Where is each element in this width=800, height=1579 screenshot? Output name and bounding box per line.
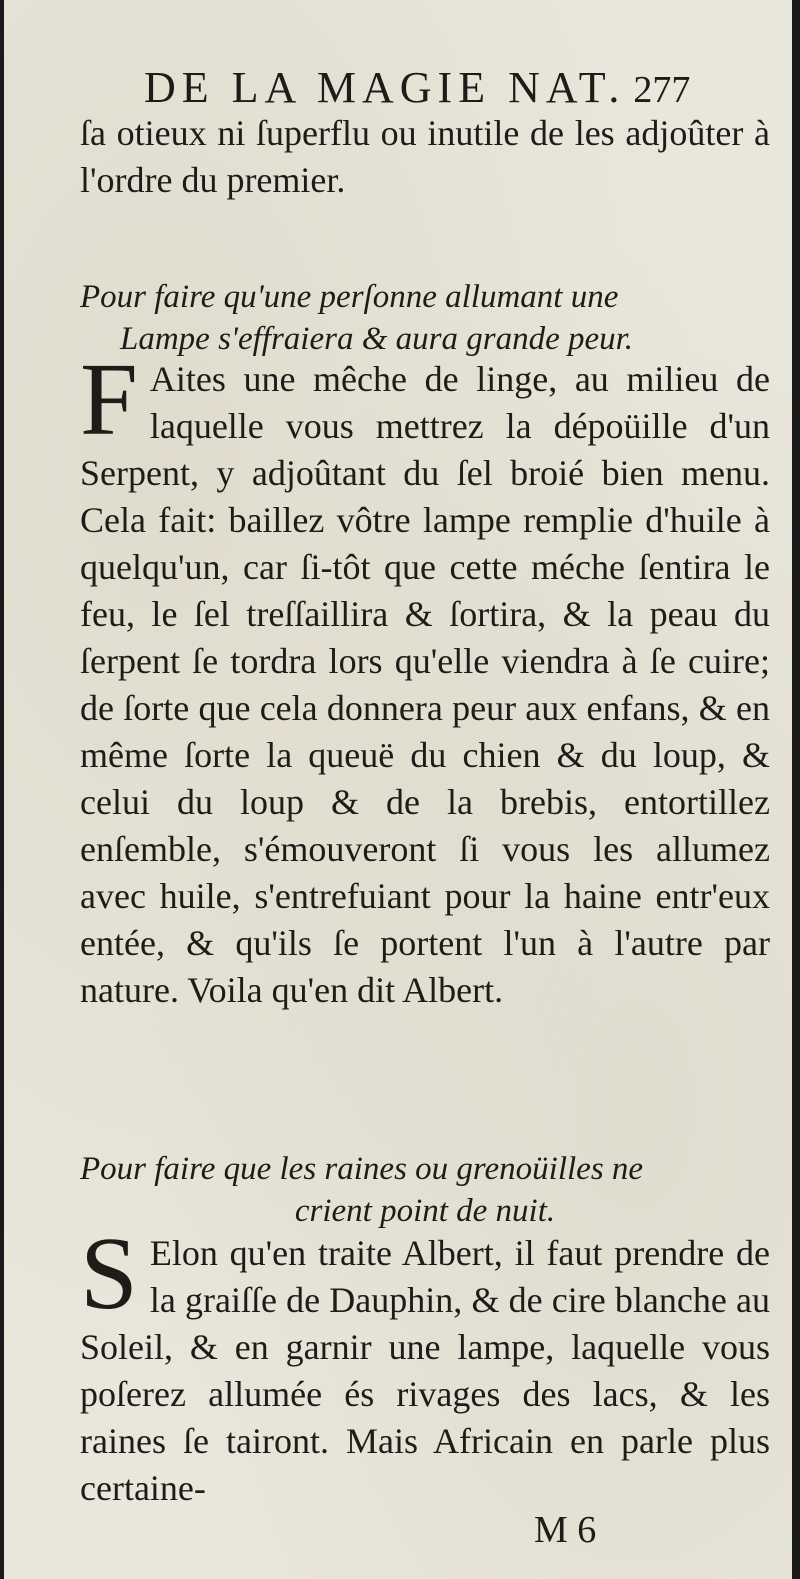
running-title: DE LA MAGIE NAT. (144, 63, 626, 112)
book-page (4, 0, 792, 1579)
section-title-line: Pour faire qu'une perſonne allumant une (80, 279, 619, 315)
section-title-line: crient point de nuit. (294, 1193, 556, 1229)
running-header (144, 62, 764, 113)
paragraph-text: Elon qu'en traite Albert, il faut prendre de la graiſſe de Dauphin, & de cire blanche au Soleil, & en garnir une lampe, laquelle vous poſerez allumée és rivages des lacs, & les raines ſe tairont. Mais Africain en parle plus certaine- (80, 1233, 770, 1508)
page-number: 277 (633, 69, 691, 111)
paragraph-frogs (80, 1216, 770, 1512)
paragraph-lamp (80, 342, 770, 1014)
section-title-frogs (80, 1148, 770, 1232)
drop-cap: S (80, 1216, 138, 1331)
section-title-line: Lampe s'effraiera & aura grande peur. (120, 321, 634, 357)
paragraph-text: Aites une mêche de linge, au milieu de laquelle vous mettrez la dépoüille d'un Serpent, y adjoûtant du ſel broié bien menu. Cela fait: baillez vôtre lampe remplie d'huile à quelqu'un, car ſi-tôt que cette méche ſentira le feu, le ſel treſſaillira & ſortira, & la peau du ſerpent ſe tordra lors qu'elle viendra à ſe cuire; de ſorte que cela donnera peur aux enfans, & en même ſorte la queuë du chien & du loup, & celui du loup & de la brebis, entortillez enſemble, s'émouveront ſi vous les allumez avec huile, s'entrefuiant pour la haine entr'eux entée, & qu'ils ſe portent l'un à l'autre par nature. Voila qu'en dit Albert. (80, 359, 770, 1010)
section-title-line: Pour faire que les raines ou grenoüilles ne (80, 1151, 644, 1187)
section-title-lamp (80, 276, 770, 360)
drop-cap: F (80, 342, 138, 457)
continuation-text: ſa otieux ni ſuperflu ou inutile de les adjoûter à l'ordre du premier. (80, 113, 770, 200)
signature-mark: M 6 (534, 1509, 597, 1551)
